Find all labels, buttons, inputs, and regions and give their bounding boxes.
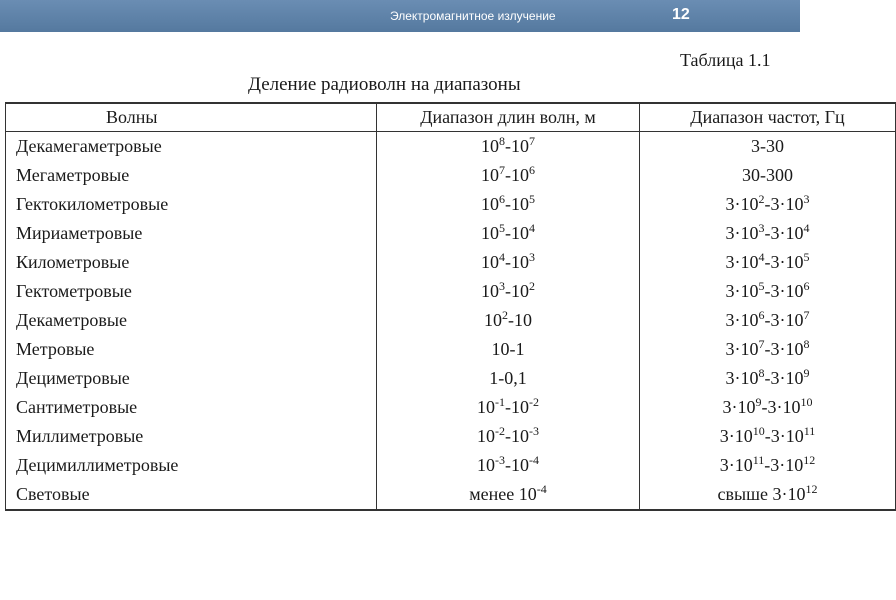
table-row [6, 451, 896, 480]
table-row [6, 277, 896, 306]
wave-name-cell: Гектометровые [6, 277, 377, 306]
table-body [6, 132, 896, 511]
wave-name-cell: Мириаметровые [6, 219, 377, 248]
frequency-range-cell: 30-300 [640, 161, 896, 190]
wave-name-cell: Сантиметровые [6, 393, 377, 422]
wavelength-range-cell: $10^5-10^4$ [377, 219, 640, 248]
table-header-row [6, 103, 896, 132]
wavelength-range-cell: $10^4-10^3$ [377, 248, 640, 277]
frequency-range-cell: $3\cdot 10^7-3\cdot 10^8$ [640, 335, 896, 364]
frequency-range-cell: $3\cdot 10^9-3\cdot 10^{10}$ [640, 393, 896, 422]
table-row [6, 480, 896, 510]
table-label: Таблица 1.1 [680, 50, 771, 70]
table-caption: Деление радиоволн на диапазоны [248, 74, 521, 95]
wavelength-range-cell: $10^3-10^2$ [377, 277, 640, 306]
slide-title: Электромагнитное излучение [390, 9, 556, 23]
frequency-range-cell: $3\cdot 10^3-3\cdot 10^4$ [640, 219, 896, 248]
frequency-range-cell: 3-30 [640, 132, 896, 162]
wave-name-cell: Метровые [6, 335, 377, 364]
page-number: 12 [672, 6, 690, 23]
column-header-frequency: Диапазон частот, Гц [640, 103, 896, 132]
slide-header-bar [0, 0, 800, 32]
table-row [6, 335, 896, 364]
frequency-range-cell: $3\cdot 10^5-3\cdot 10^6$ [640, 277, 896, 306]
table-row [6, 364, 896, 393]
wavelength-range-cell: $10^{-1}-10^{-2}$ [377, 393, 640, 422]
frequency-range-cell: $3\cdot 10^6-3\cdot 10^7$ [640, 306, 896, 335]
wavelength-range-cell: $10^7-10^6$ [377, 161, 640, 190]
wave-name-cell: Дециметровые [6, 364, 377, 393]
table-row [6, 248, 896, 277]
frequency-range-cell: $3\cdot 10^2-3\cdot 10^3$ [640, 190, 896, 219]
wavelength-range-cell: $10^{-2}-10^{-3}$ [377, 422, 640, 451]
wave-name-cell: Декамегаметровые [6, 132, 377, 162]
wave-name-cell: Декаметровые [6, 306, 377, 335]
frequency-range-cell: $3\cdot 10^8-3\cdot 10^9$ [640, 364, 896, 393]
wave-name-cell: Миллиметровые [6, 422, 377, 451]
wave-name-cell: Километровые [6, 248, 377, 277]
table-row [6, 393, 896, 422]
wave-name-cell: Гектокилометровые [6, 190, 377, 219]
table-row [6, 190, 896, 219]
wavelength-range-cell: $10^{-3}-10^{-4}$ [377, 451, 640, 480]
table-row [6, 306, 896, 335]
frequency-range-cell: $3\cdot 10^{11}-3\cdot 10^{12}$ [640, 451, 896, 480]
frequency-range-cell: $3\cdot 10^4-3\cdot 10^5$ [640, 248, 896, 277]
table-row [6, 219, 896, 248]
wavelength-range-cell: 1-0,1 [377, 364, 640, 393]
wave-name-cell: Мегаметровые [6, 161, 377, 190]
wavelength-range-cell: $10^2-10$ [377, 306, 640, 335]
table-row [6, 132, 896, 162]
frequency-range-cell: свыше $3\cdot 10^{12}$ [640, 480, 896, 510]
wavelength-range-cell: 10-1 [377, 335, 640, 364]
wavelength-range-cell: менее $10^{-4}$ [377, 480, 640, 510]
wavelength-range-cell: $10^6-10^5$ [377, 190, 640, 219]
table-row [6, 422, 896, 451]
column-header-waves: Волны [6, 103, 377, 132]
wave-name-cell: Световые [6, 480, 377, 510]
wavelength-range-cell: $10^8-10^7$ [377, 132, 640, 162]
frequency-range-cell: $3\cdot 10^{10}-3\cdot 10^{11}$ [640, 422, 896, 451]
wave-name-cell: Децимиллиметровые [6, 451, 377, 480]
radio-bands-table [5, 102, 896, 511]
column-header-wavelength: Диапазон длин волн, м [377, 103, 640, 132]
table-row [6, 161, 896, 190]
